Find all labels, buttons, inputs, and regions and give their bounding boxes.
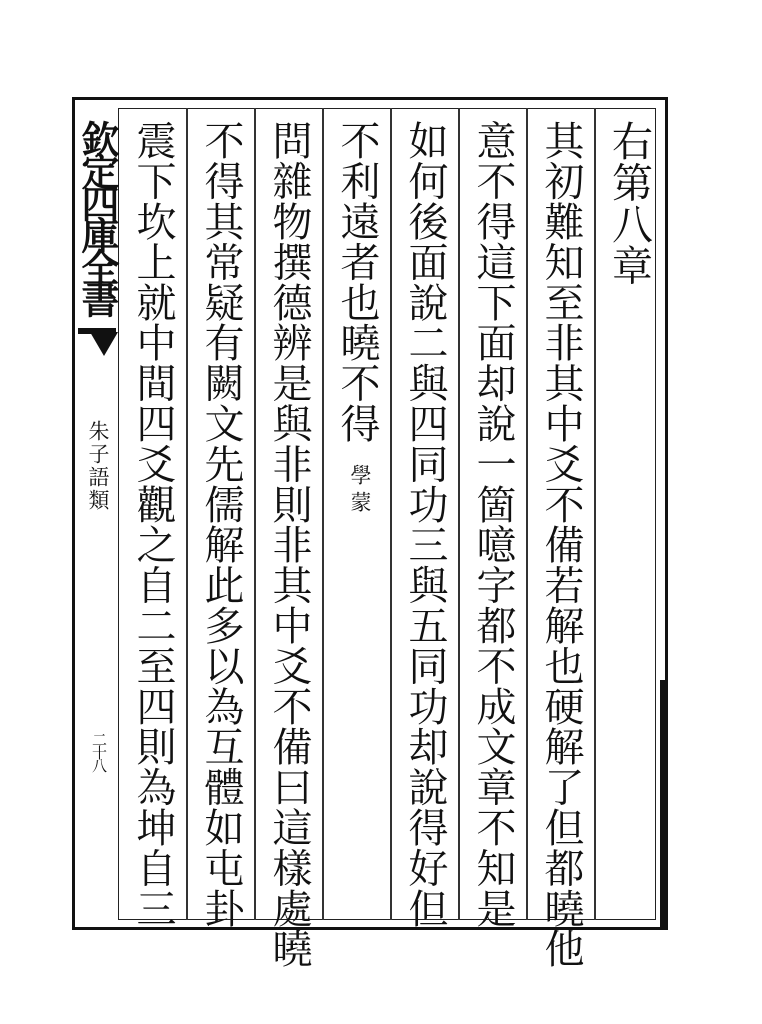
book-title: 欽定四庫全書 [75,120,120,312]
fish-tail-mark [90,332,118,356]
text-column-5: 問雜物撰德辨是與非則非其中爻不備曰這樣處曉 [266,120,312,969]
text-column-3: 如何後面說二與四同功三與五同功却說得好但 [402,120,448,928]
chapter-heading: 右第八章 [605,120,653,286]
text-column-4: 不利遠者也曉不得 [334,120,380,444]
text-column-1: 其初難知至非其中爻不備若解也硬解了但都曉他 [538,120,584,969]
text-column-7: 震下坎上就中間四爻觀之自二至四則為坤自三 [130,120,176,928]
margin-strip [76,100,118,926]
text-column-6: 不得其常疑有闕文先儒解此多以為互體如屯卦 [198,120,244,928]
page-number: 二十八 [90,732,108,771]
source-title: 朱子語類 [86,420,110,512]
text-column-2: 意不得這下面却說一箇噫字都不成文章不知是 [470,120,516,928]
attribution-note: 學蒙 [348,464,372,518]
